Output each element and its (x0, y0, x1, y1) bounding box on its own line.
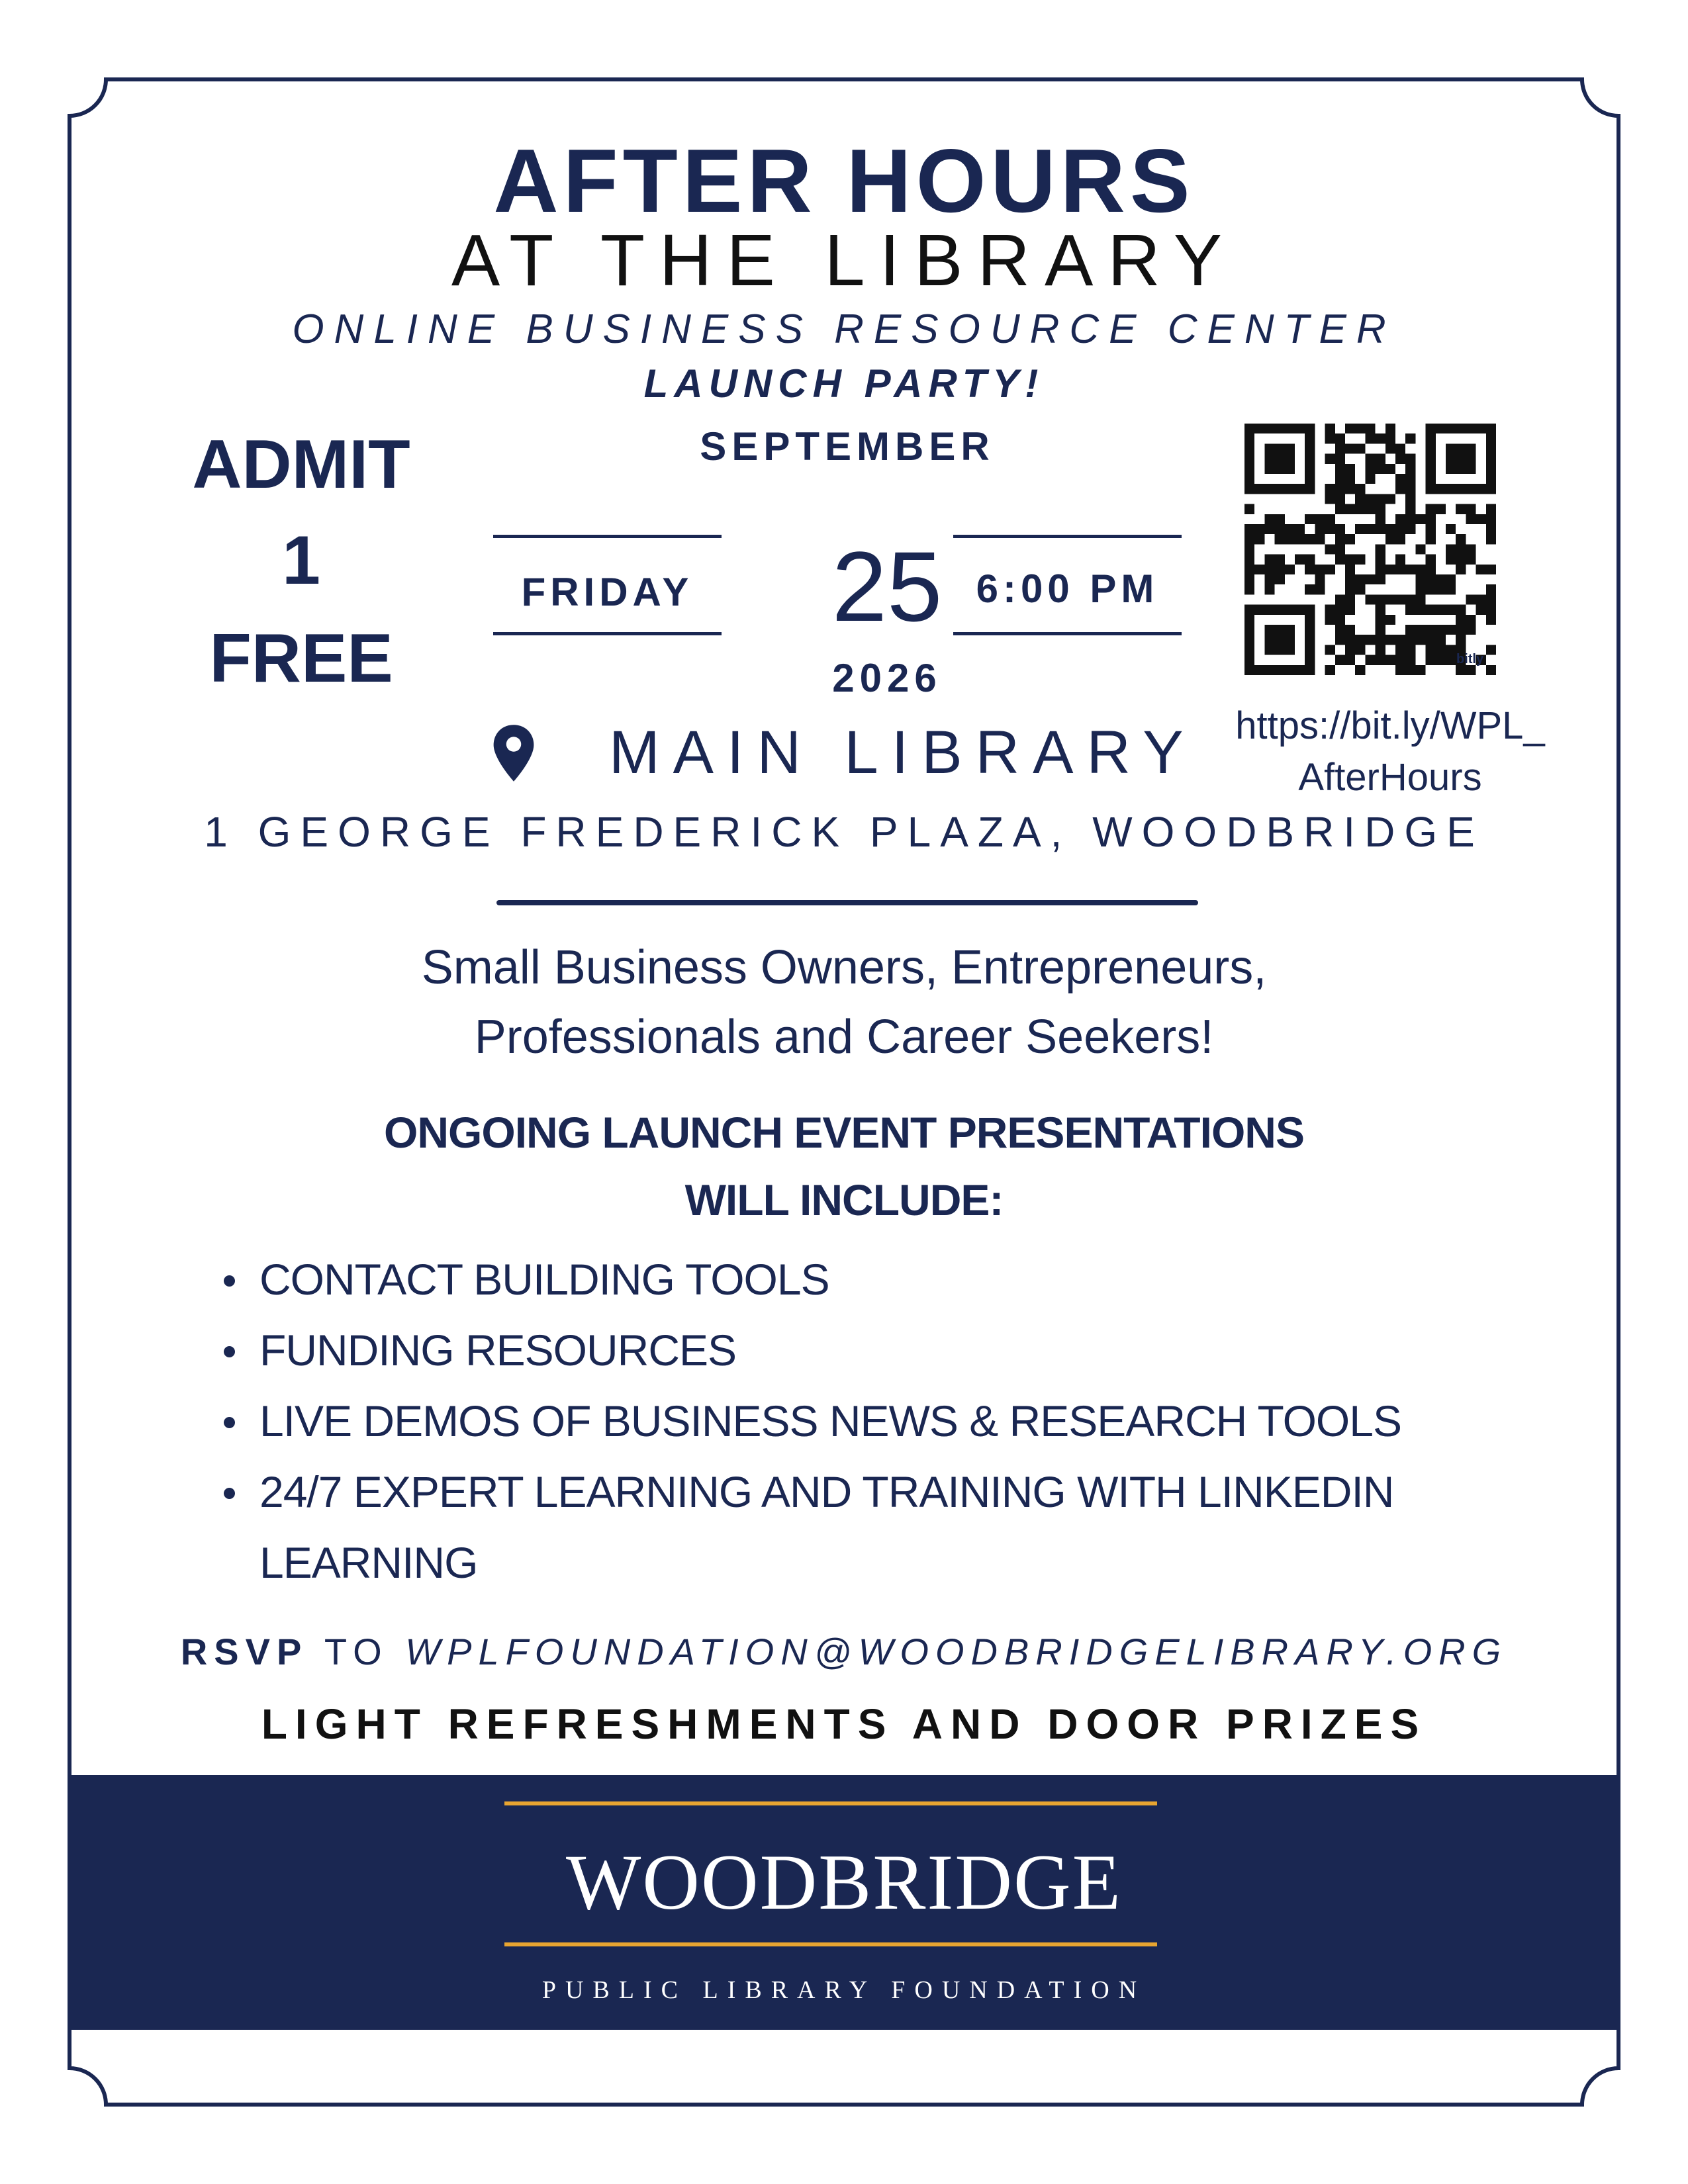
presentations-heading-line-2: WILL INCLUDE: (684, 1175, 1004, 1224)
rsvp-to: TO (324, 1631, 389, 1672)
presentations-heading (0, 1099, 1688, 1234)
foundation-logo-subtitle: PUBLIC LIBRARY FOUNDATION (541, 1976, 1147, 2004)
map-pin-icon (491, 723, 536, 783)
audience-text (0, 933, 1688, 1072)
weekday-rule-bottom (493, 632, 722, 635)
venue-name: MAIN LIBRARY (609, 719, 1197, 786)
audience-line-2: Professionals and Career Seekers! (474, 1011, 1214, 1064)
rsvp-label: RSVP (180, 1631, 308, 1672)
event-title-sub: AT THE LIBRARY (451, 220, 1237, 301)
qr-url-line-1[interactable]: https://bit.ly/WPL_ (1235, 704, 1545, 747)
weekday-rule-top (493, 535, 722, 538)
venue-address: 1 GEORGE FREDERICK PLAZA, WOODBRIDGE (204, 808, 1484, 856)
qr-url-line-2[interactable]: AfterHours (1298, 756, 1482, 799)
audience-line-1: Small Business Owners, Entrepreneurs, (421, 941, 1267, 994)
event-time: 6:00 PM (976, 567, 1159, 611)
event-weekday: FRIDAY (521, 570, 694, 614)
bitly-logo: bitly (1456, 652, 1484, 666)
event-tagline: LAUNCH PARTY! (643, 361, 1045, 406)
admit-line-3: FREE (209, 620, 393, 697)
rsvp-email-link[interactable]: WPLFOUNDATION@WOODBRIDGELIBRARY.ORG (405, 1631, 1508, 1672)
presentations-heading-line-1: ONGOING LAUNCH EVENT PRESENTATIONS (384, 1108, 1304, 1157)
section-divider (496, 900, 1198, 905)
list-item: LIVE DEMOS OF BUSINESS NEWS & RESEARCH TOOLS (218, 1386, 1509, 1457)
footer-gold-rule-top (504, 1801, 1157, 1805)
rsvp-line (0, 1630, 1688, 1673)
footer-gold-rule-bottom (504, 1942, 1157, 1946)
event-day: 25 (831, 531, 943, 642)
event-month: SEPTEMBER (700, 424, 995, 469)
refreshments-text: LIGHT REFRESHMENTS AND DOOR PRIZES (261, 1700, 1427, 1748)
event-subtitle: ONLINE BUSINESS RESOURCE CENTER (292, 306, 1396, 352)
presentations-list (218, 1244, 1509, 1598)
list-item: FUNDING RESOURCES (218, 1315, 1509, 1386)
qr-url[interactable] (1192, 700, 1589, 804)
foundation-logo: WOODBRIDGE (566, 1838, 1122, 1926)
list-item-continuation: LEARNING (259, 1538, 478, 1587)
qr-code[interactable] (1244, 424, 1496, 675)
event-year: 2026 (832, 656, 942, 700)
admit-line-2: 1 (282, 522, 320, 599)
event-title: AFTER HOURS (493, 130, 1195, 231)
admit-line-1: ADMIT (192, 426, 410, 503)
list-item: CONTACT BUILDING TOOLS (218, 1244, 1509, 1315)
list-item: 24/7 EXPERT LEARNING AND TRAINING WITH LINKEDIN (218, 1457, 1509, 1527)
